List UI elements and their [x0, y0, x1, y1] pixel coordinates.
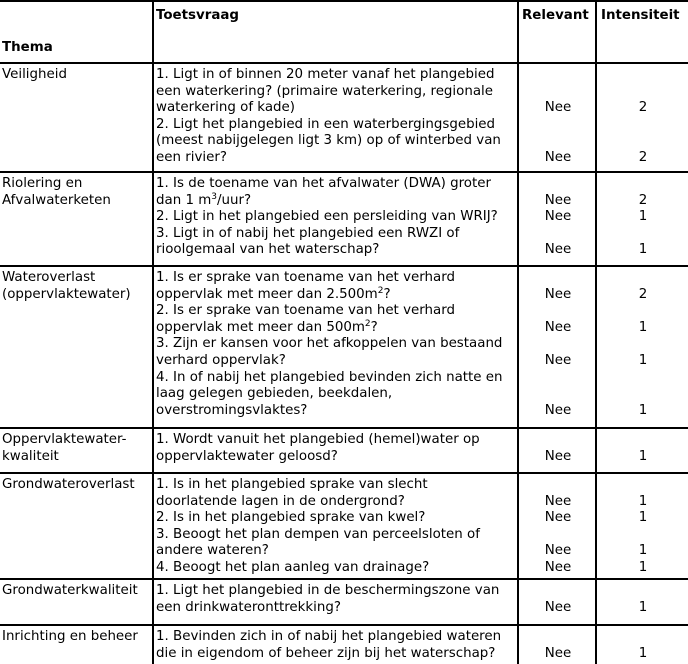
toetsvraag-line: laag gelegen gebieden, beekdalen,: [156, 386, 393, 402]
toetsvraag-line: 2. Ligt het plangebied in een waterbergingsgebied: [156, 116, 496, 132]
relevant-value: Nee: [544, 353, 572, 368]
intensiteit-value: 2: [638, 150, 648, 165]
intensiteit-value: 2: [638, 286, 648, 302]
column-divider: [152, 0, 154, 664]
toetsvraag-line: 3. Beoogt het plan dempen van perceelsloten of: [156, 526, 480, 542]
table-border-top: [0, 0, 688, 2]
thema-label: Grondwateroverlast: [2, 477, 135, 492]
intensiteit-value: 2: [638, 100, 648, 116]
thema-label: Afvalwaterketen: [2, 192, 111, 208]
intensiteit-value: 1: [638, 560, 648, 575]
toetsvraag-line: oppervlak met meer dan $2.500m^2$?: [156, 285, 391, 302]
intensiteit-value: 1: [638, 510, 648, 526]
relevant-value: Nee: [544, 510, 572, 526]
toetsvraag-line: 1. Ligt in of binnen 20 meter vanaf het plangebied: [156, 67, 495, 82]
intensiteit-value: 1: [638, 599, 648, 615]
thema-label: Riolering en: [2, 176, 83, 191]
relevant-value: Nee: [544, 209, 572, 225]
relevant-value: Nee: [544, 560, 572, 575]
toetsvraag-line: een rivier?: [156, 150, 227, 165]
header-relevant: Relevant: [522, 8, 589, 23]
toetsvraag-line: oppervlaktewater geloosd?: [156, 448, 338, 464]
toetsvraag-line: 3. Ligt in of nabij het plangebied een RWZI of: [156, 225, 460, 241]
toetsvraag-line: (meest nabijgelegen ligt 3 km) op of winterbed van: [156, 133, 501, 149]
relevant-value: Nee: [544, 242, 572, 258]
intensiteit-value: 1: [638, 493, 648, 509]
thema-label: (oppervlaktewater): [2, 286, 131, 302]
header-thema: Thema: [2, 40, 53, 55]
thema-label: Grondwaterkwaliteit: [2, 583, 138, 598]
thema-label: Inrichting en beheer: [2, 629, 138, 644]
row-divider: [0, 265, 688, 267]
relevant-value: Nee: [544, 402, 572, 418]
intensiteit-value: 1: [638, 645, 648, 661]
column-divider: [517, 0, 519, 664]
toetsvraag-line: 2. Is er sprake van toename van het verhard: [156, 303, 455, 319]
toetsvraag-line: waterkering of kade): [156, 100, 295, 116]
row-divider: [0, 472, 688, 474]
intensiteit-value: 1: [638, 209, 648, 225]
toetsvraag-line: 2. Ligt in het plangebied een persleiding van WRIJ?: [156, 209, 498, 225]
intensiteit-value: 1: [638, 319, 648, 335]
thema-label: Veiligheid: [2, 67, 67, 82]
relevant-value: Nee: [544, 150, 572, 165]
row-divider: [0, 171, 688, 173]
thema-label: Oppervlaktewater-: [2, 432, 127, 447]
toetsvraag-line: rioolgemaal van het waterschap?: [156, 242, 380, 258]
relevant-value: Nee: [544, 599, 572, 615]
header-intensiteit: Intensiteit: [601, 8, 680, 23]
toetsvraag-line: overstromingsvlaktes?: [156, 402, 308, 418]
row-divider: [0, 578, 688, 580]
toetsvraag-line: 1. Ligt het plangebied in de beschermingszone van: [156, 583, 500, 598]
relevant-value: Nee: [544, 448, 572, 464]
header-divider: [0, 62, 688, 64]
intensiteit-value: 1: [638, 543, 648, 559]
thema-label: Wateroverlast: [2, 270, 96, 285]
header-toetsvraag: Toetsvraag: [156, 8, 239, 23]
intensiteit-value: 2: [638, 192, 648, 208]
relevant-value: Nee: [544, 319, 572, 335]
relevant-value: Nee: [544, 493, 572, 509]
thema-label: kwaliteit: [2, 448, 59, 464]
toetsvraag-line: 4. Beoogt het plan aanleg van drainage?: [156, 560, 430, 575]
intensiteit-value: 1: [638, 353, 648, 368]
toetsvraag-line: 1. Is de toename van het afvalwater (DWA) groter: [156, 176, 491, 191]
intensiteit-value: 1: [638, 402, 648, 418]
relevant-value: Nee: [544, 645, 572, 661]
toetsvraag-line: 4. In of nabij het plangebied bevinden zich natte en: [156, 369, 503, 385]
toetsvraag-line: een drinkwateronttrekking?: [156, 599, 341, 615]
intensiteit-value: 1: [638, 448, 648, 464]
toetsvraag-line: 1. Is er sprake van toename van het verhard: [156, 270, 455, 285]
toetsvraag-line: 2. Is in het plangebied sprake van kwel?: [156, 510, 426, 526]
intensiteit-value: 1: [638, 242, 648, 258]
toetsvraag-line: 1. Is in het plangebied sprake van slecht: [156, 477, 428, 492]
toetsvraag-line: een waterkering? (primaire waterkering, regionale: [156, 83, 493, 99]
relevant-value: Nee: [544, 100, 572, 116]
toetsvraag-line: doorlatende lagen in de ondergrond?: [156, 493, 405, 509]
row-divider: [0, 427, 688, 429]
toetsvraag-line: andere wateren?: [156, 543, 269, 559]
toetsvraag-line: 1. Wordt vanuit het plangebied (hemel)water op: [156, 432, 480, 447]
toetsvraag-line: 1. Bevinden zich in of nabij het plangebied wateren: [156, 629, 502, 644]
toetsvraag-line: verhard oppervlak?: [156, 353, 286, 368]
row-divider: [0, 624, 688, 626]
toetsvraag-line: oppervlak met meer dan $500m^2$?: [156, 318, 378, 335]
toetsvraag-line: dan 1 $m^3$/uur?: [156, 191, 252, 208]
relevant-value: Nee: [544, 543, 572, 559]
relevant-value: Nee: [544, 192, 572, 208]
relevant-value: Nee: [544, 286, 572, 302]
toetsvraag-line: 3. Zijn er kansen voor het afkoppelen van bestaand: [156, 336, 503, 352]
toetsvraag-line: die in eigendom of beheer zijn bij het waterschap?: [156, 645, 496, 661]
